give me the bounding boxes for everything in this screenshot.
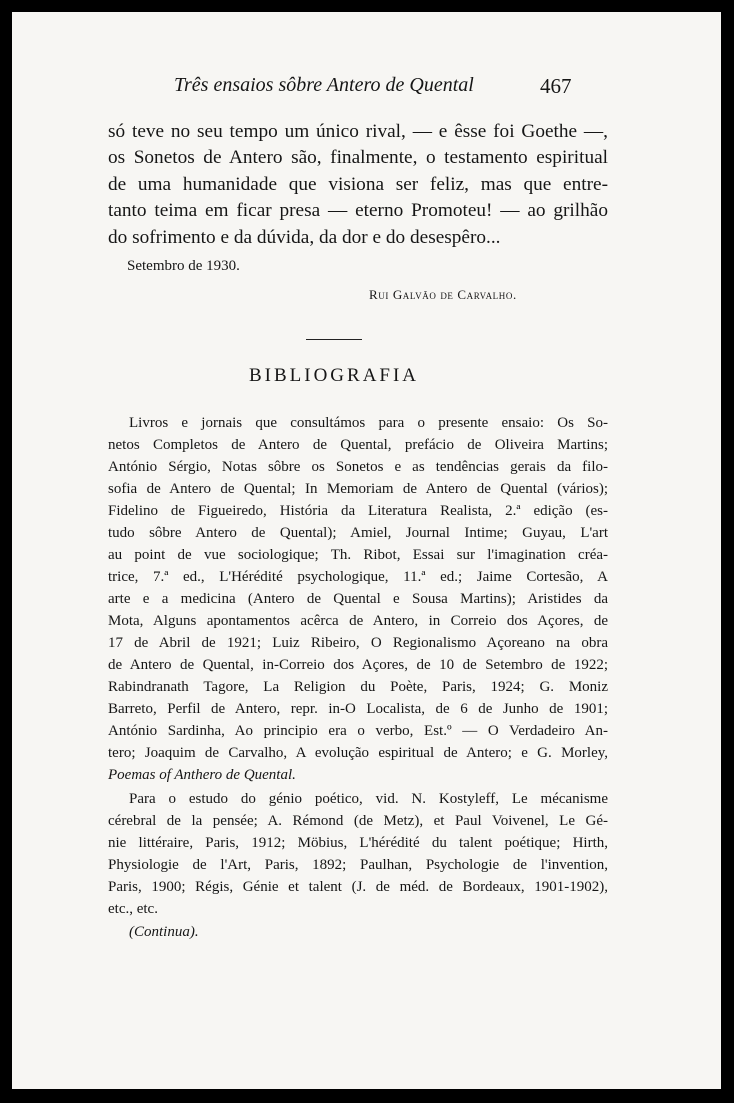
bib-line: Fidelino de Figueiredo, História da Literatura Realista, 2.ª edição (es- <box>108 503 608 519</box>
bib-line: de Antero de Quental, in-Correio dos Açores, de 10 de Setembro de 1922; <box>108 657 608 673</box>
bib-line: Rabindranath Tagore, La Religion du Poète, Paris, 1924; G. Moniz <box>108 679 608 695</box>
bib-line: Physiologie de l'Art, Paris, 1892; Paulhan, Psychologie de l'invention, <box>108 857 608 873</box>
page <box>12 12 721 1089</box>
bib-line: tudo sôbre Antero de Quental); Amiel, Journal Intime; Guyau, L'art <box>108 525 608 541</box>
running-head <box>12 74 721 104</box>
bib-line: netos Completos de Antero de Quental, prefácio de Oliveira Martins; <box>108 437 608 453</box>
bib-line: tero; Joaquim de Carvalho, A evolução espiritual de Antero; e G. Morley, <box>108 745 608 761</box>
bib-line: sofia de Antero de Quental; In Memoriam de Antero de Quental (vários); <box>108 481 608 497</box>
bib-line: Barreto, Perfil de Antero, repr. in-O Localista, de 6 de Junho de 1901; <box>108 701 608 717</box>
essay-line: só teve no seu tempo um único rival, — e êsse foi Goethe —, <box>108 121 608 142</box>
bib-line: trice, 7.ª ed., L'Hérédité psychologique, 11.ª ed.; Jaime Cortesão, A <box>108 569 608 585</box>
page-number: 467 <box>540 74 572 98</box>
bib-line: 17 de Abril de 1921; Luiz Ribeiro, O Regionalismo Açoreano na obra <box>108 635 608 651</box>
essay-line: os Sonetos de Antero são, finalmente, o testamento espiritual <box>108 147 608 168</box>
essay-line: de uma humanidade que visiona ser feliz, mas que entre- <box>108 174 608 195</box>
bib-line: au point de vue sociologique; Th. Ribot, Essai sur l'imagination créa- <box>108 547 608 563</box>
bib-line: António Sardinha, Ao principio era o verbo, Est.º — O Verdadeiro An- <box>108 723 608 739</box>
bib-line: cérebral de la pensée; A. Rémond (de Metz), et Paul Voivenel, Le Gé- <box>108 813 608 829</box>
bib-line: Livros e jornais que consultámos para o presente ensaio: Os So- <box>129 415 608 431</box>
bib-line: António Sérgio, Notas sôbre os Sonetos e as tendências gerais da filo- <box>108 459 608 475</box>
section-heading: BIBLIOGRAFIA <box>248 365 420 386</box>
section-divider <box>306 339 362 340</box>
bib-line: Mota, Alguns apontamentos acêrca de Antero, in Correio dos Açores, de <box>108 613 608 629</box>
essay-author: Rui Galvão de Carvalho. <box>369 287 517 302</box>
bib-line: nie littéraire, Paris, 1912; Möbius, L'hérédité du talent poétique; Hirth, <box>108 835 608 851</box>
bib-line: Paris, 1900; Régis, Génie et talent (J. de méd. de Bordeaux, 1901-1902), <box>108 879 608 895</box>
essay-date: Setembro de 1930. <box>127 258 240 274</box>
bib-line: Poemas of Anthero de Quental. <box>108 767 296 783</box>
bib-line: Para o estudo do génio poético, vid. N. Kostyleff, Le mécanisme <box>129 791 608 807</box>
bib-line: etc., etc. <box>108 901 158 917</box>
bib-line: arte e a medicina (Antero de Quental e Sousa Martins); Aristides da <box>108 591 608 607</box>
continuation-note: (Continua). <box>129 924 199 940</box>
essay-line: tanto teima em ficar presa — eterno Promoteu! — ao grilhão <box>108 200 608 221</box>
running-title: Três ensaios sôbre Antero de Quental <box>174 74 474 96</box>
essay-line: do sofrimento e da dúvida, da dor e do desespêro... <box>108 227 501 248</box>
